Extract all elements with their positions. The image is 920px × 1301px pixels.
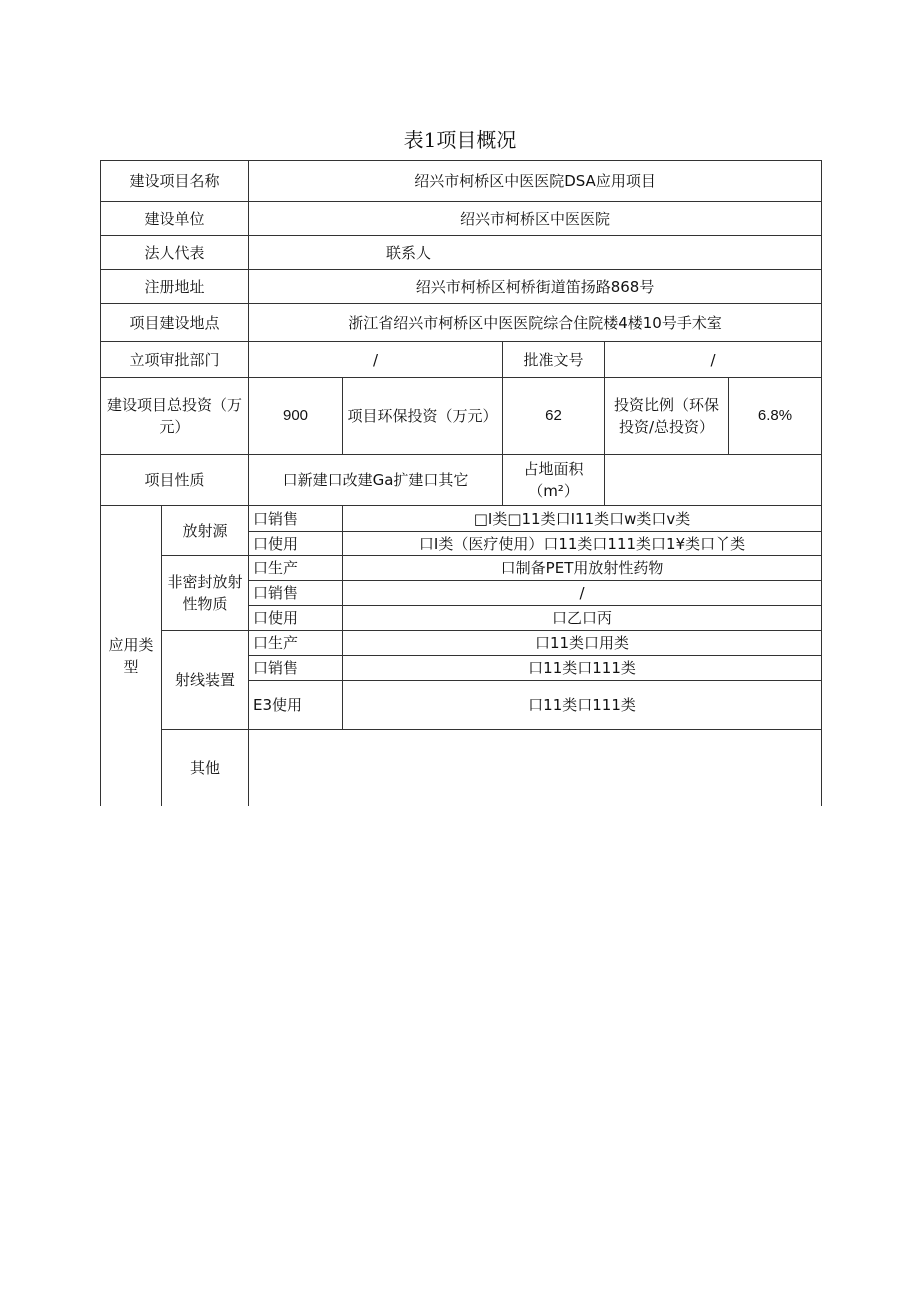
ray-use-value: 口11类口111类 [343,681,822,730]
site-label: 项目建设地点 [101,304,249,342]
env-invest-label: 项目环保投资（万元） [343,378,503,455]
env-invest-value: 62 [503,378,605,455]
ray-produce-label: 口生产 [249,631,343,656]
unsealed-sale-value: / [343,581,822,606]
ray-use-label: E3使用 [249,681,343,730]
unsealed-label: 非密封放射性物质 [162,556,249,631]
radiation-sale-value: □I类□11类口I11类口w类口v类 [343,506,822,532]
total-invest-label: 建设项目总投资（万元） [101,378,249,455]
approval-dept-label: 立项审批部门 [101,342,249,378]
project-name-value: 绍兴市柯桥区中医医院DSA应用项目 [249,161,822,202]
area-value [605,455,822,506]
radiation-sale-label: 口销售 [249,506,343,532]
radiation-use-label: 口使用 [249,532,343,556]
application-type-label: 应用类型 [101,506,162,806]
project-name-label: 建设项目名称 [101,161,249,202]
nature-label: 项目性质 [101,455,249,506]
legal-rep-label: 法人代表 [101,236,249,270]
ratio-value: 6.8% [729,378,822,455]
unsealed-sale-label: 口销售 [249,581,343,606]
unit-label: 建设单位 [101,202,249,236]
total-invest-value: 900 [249,378,343,455]
approval-dept-value: / [249,342,503,378]
contact-label: 联系人 [249,236,822,270]
approval-no-value: / [605,342,822,378]
nature-value: 口新建口改建Ga扩建口其它 [249,455,503,506]
ray-sale-label: 口销售 [249,656,343,681]
table-title: 表1项目概况 [403,128,517,152]
radiation-source-label: 放射源 [162,506,249,556]
other-value [249,730,822,806]
ray-produce-value: 口11类口用类 [343,631,822,656]
unsealed-produce-value: 口制备PET用放射性药物 [343,556,822,581]
approval-no-label: 批准文号 [503,342,605,378]
reg-address-label: 注册地址 [101,270,249,304]
unsealed-use-value: 口乙口丙 [343,606,822,631]
unsealed-use-label: 口使用 [249,606,343,631]
area-label: 占地面积（m²） [503,455,605,506]
ray-device-label: 射线装置 [162,631,249,730]
reg-address-value: 绍兴市柯桥区柯桥街道笛扬路868号 [249,270,822,304]
project-overview-table [100,160,822,806]
unsealed-produce-label: 口生产 [249,556,343,581]
ratio-label: 投资比例（环保投资/总投资） [605,378,729,455]
ray-sale-value: 口11类口111类 [343,656,822,681]
radiation-use-value: 口I类（医疗使用）口11类口111类口1¥类口丫类 [343,532,822,556]
site-value: 浙江省绍兴市柯桥区中医医院综合住院楼4楼10号手术室 [249,304,822,342]
unit-value: 绍兴市柯桥区中医医院 [249,202,822,236]
other-label: 其他 [162,730,249,806]
